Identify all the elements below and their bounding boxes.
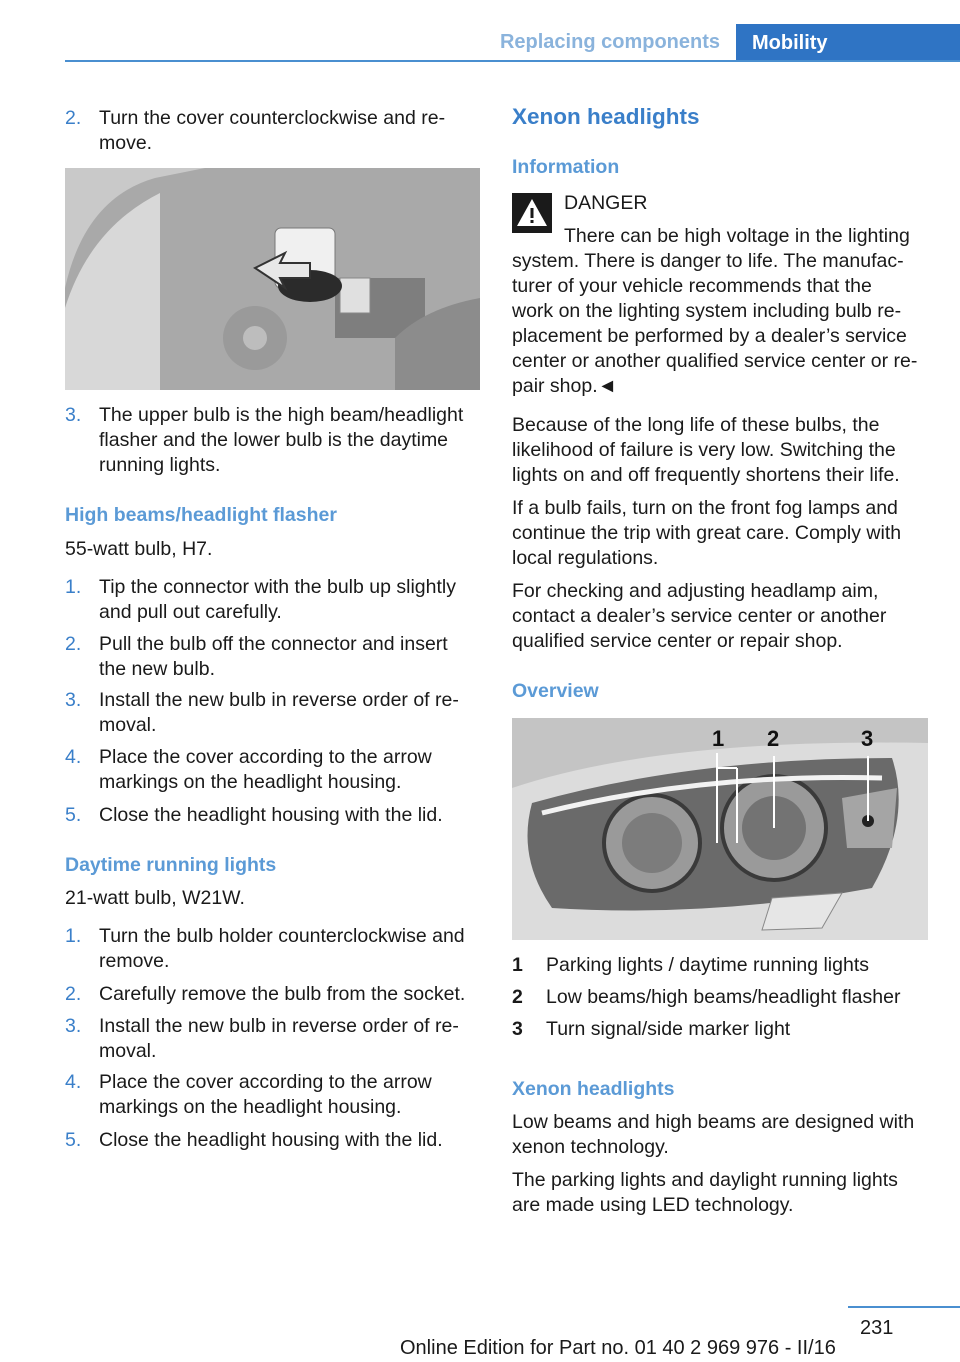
header-chapter-tab [736,24,960,62]
overview-heading: Overview [512,680,599,702]
high-beams-step-3: 3. Install the new bulb in reverse order of re- moval. [65,689,459,736]
information-heading: Information [512,156,620,178]
xenon-title: Xenon headlights [512,104,700,129]
high-beams-heading: High beams/headlight flasher [65,504,337,526]
paragraph-bulb-life: Because of the long life of these bulbs, the likelihood of failure is very low. Switching the lights on and off frequently shortens their life. [512,414,900,486]
daytime-bulb-spec: 21‑watt bulb, W21W. [65,887,245,909]
header-chapter-label: Mobility [752,32,828,54]
high-beams-step-5: 5. Close the headlight housing with the lid. [65,804,443,826]
warning-triangle-icon [512,193,552,233]
step-2-remove-cover: 2. Turn the cover counterclockwise and re- move. [65,107,446,154]
daytime-step-5: 5. Close the headlight housing with the lid. [65,1129,443,1151]
danger-line-1: There can be high voltage in the lighting [564,225,910,247]
danger-body: system. There is danger to life. The manufac- turer of your vehicle recommends that the work on the lighting system including bulb re- placement be performed by a dealer’s service center or another qualified service center or re- pair shop.◄ [512,250,918,397]
high-beams-step-1: 1. Tip the connector with the bulb up slightly and pull out carefully. [65,576,456,623]
danger-label: DANGER [564,192,648,214]
step-3-bulb-info: 3. The upper bulb is the high beam/headlight flasher and the lower bulb is the daytime running lights. [65,404,464,476]
daytime-step-4: 4. Place the cover according to the arrow markings on the headlight housing. [65,1071,432,1118]
xenon-subheading: Xenon headlights [512,1078,675,1100]
daytime-step-2: 2. Carefully remove the bulb from the socket. [65,983,466,1005]
high-beams-step-4: 4. Place the cover according to the arrow markings on the headlight housing. [65,746,432,793]
footer-rule [848,1306,960,1308]
callout-1: 1 [712,726,725,751]
headlight-overview-photo [512,718,928,940]
daytime-step-1: 1. Turn the bulb holder counterclockwise and remove. [65,925,465,972]
paragraph-headlamp-aim: For checking and adjusting headlamp aim, contact a dealer’s service center or another qualified service center or repair shop. [512,580,887,652]
callout-2: 2 [767,726,780,751]
footer-edition: Online Edition for Part no. 01 40 2 969 976 - II/16 [400,1337,836,1359]
callout-3: 3 [861,726,874,751]
high-beams-bulb-spec: 55‑watt bulb, H7. [65,538,213,560]
paragraph-led-tech: The parking lights and daylight running lights are made using LED technology. [512,1169,898,1216]
paragraph-bulb-fails: If a bulb fails, turn on the front fog lamps and continue the trip with great care. Comply with local regulations. [512,497,902,569]
header-section-title: Replacing components [499,31,720,53]
high-beams-step-2: 2. Pull the bulb off the connector and insert the new bulb. [65,633,448,680]
daytime-heading: Daytime running lights [65,854,277,876]
daytime-step-3: 3. Install the new bulb in reverse order of re- moval. [65,1015,459,1062]
headlight-cover-photo [65,168,480,390]
page-number: 231 [860,1317,894,1339]
header-rule [65,60,960,62]
paragraph-xenon-tech: Low beams and high beams are designed with xenon technology. [512,1111,915,1158]
